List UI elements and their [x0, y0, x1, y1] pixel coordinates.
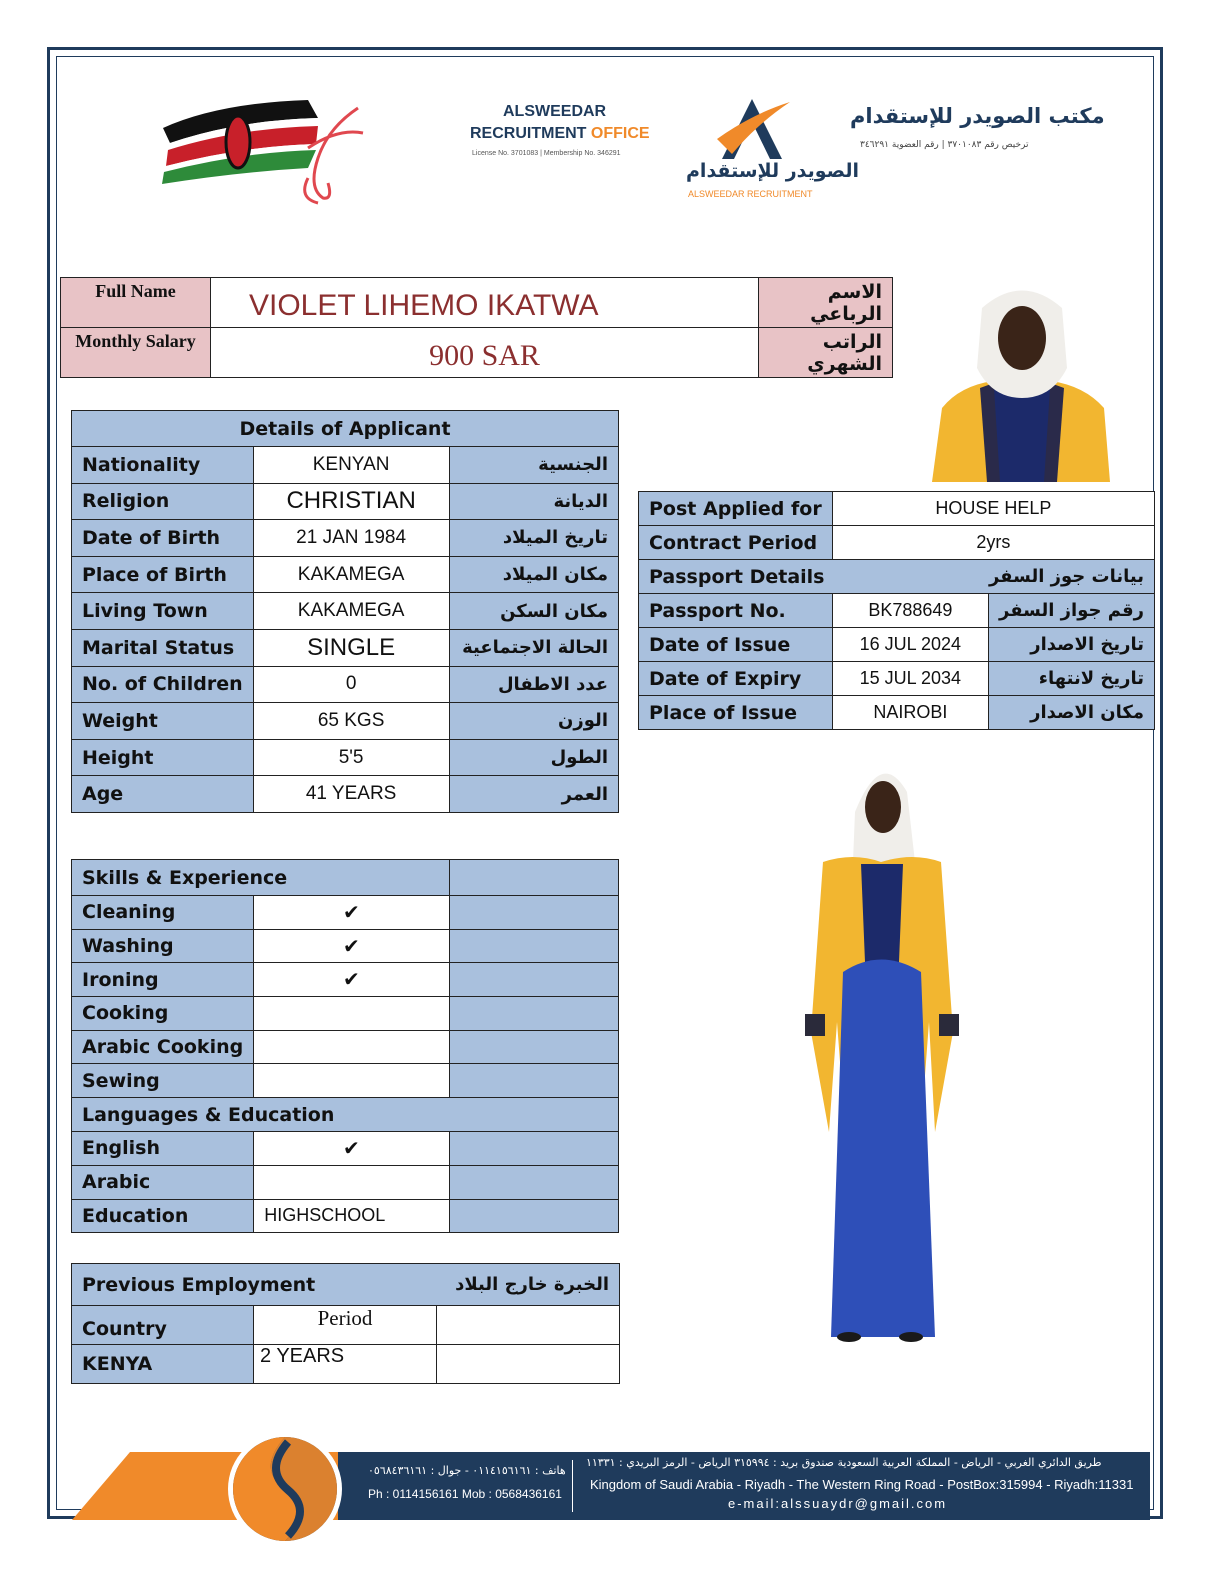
skill-row-blank	[449, 929, 618, 963]
monthly-salary-label: Monthly Salary	[61, 328, 211, 378]
skill-row-label: Cooking	[72, 997, 254, 1031]
monthly-salary-value: 900 SAR	[211, 328, 759, 378]
details-row-value: KENYAN	[253, 447, 449, 484]
language-row-value	[254, 1165, 449, 1199]
alsweedar-office-logo-line1: ALSWEEDAR	[503, 103, 607, 120]
details-row	[72, 593, 619, 630]
contract-period-value: 2yrs	[832, 526, 1154, 560]
passport-row-ar-label: تاريخ لانتهاء	[989, 662, 1155, 696]
logo-right-ar-text: مكتب الصويدر للإستقدام	[850, 104, 1105, 128]
details-row-value: 5'5	[253, 739, 449, 776]
passport-row	[639, 696, 1155, 730]
language-row	[72, 1165, 619, 1199]
skill-row-label: Sewing	[72, 1064, 254, 1098]
skill-row-check: ✔	[254, 929, 449, 963]
language-row-label: English	[72, 1132, 254, 1166]
post-applied-value: HOUSE HELP	[832, 492, 1154, 526]
skills-header-blank	[449, 860, 618, 896]
skill-row	[72, 896, 619, 930]
details-row	[72, 703, 619, 740]
language-row-label: Education	[72, 1199, 254, 1233]
passport-row	[639, 628, 1155, 662]
details-row-value: SINGLE	[253, 629, 449, 666]
contract-period-label: Contract Period	[639, 526, 833, 560]
skill-row-blank	[449, 963, 618, 997]
details-row	[72, 483, 619, 520]
full-name-value: VIOLET LIHEMO IKATWA	[211, 278, 759, 328]
details-row-ar-label: عدد الاطفال	[449, 666, 618, 703]
passport-row-ar-label: تاريخ الاصدار	[989, 628, 1155, 662]
skill-row-blank	[449, 1064, 618, 1098]
skill-row-label: Cleaning	[72, 896, 254, 930]
employment-header	[72, 1264, 620, 1306]
employment-period: 2 YEARS	[254, 1345, 437, 1384]
employment-country: KENYA	[72, 1345, 254, 1384]
full-name-ar-label: الاسم الرباعي	[759, 278, 893, 328]
employment-title: Previous Employment	[82, 1273, 316, 1296]
applicant-full-length-photo	[803, 752, 961, 1344]
language-row-value: HIGHSCHOOL	[254, 1199, 449, 1233]
footer-phone-ar: هاتف : ٠١١٤١٥٦١٦١ - جوال : ٠٥٦٨٤٣٦١٦١	[368, 1464, 566, 1477]
details-row-value: KAKAMEGA	[253, 593, 449, 630]
language-row	[72, 1132, 619, 1166]
passport-row	[639, 662, 1155, 696]
footer-address-ar: طريق الدائري الغربي - الرياض - المملكة العربية السعودية صندوق بريد : ٣١٥٩٩٤ الرياض - الرمز البريدي : ١١٣٣١	[586, 1456, 1102, 1469]
skill-row-label: Washing	[72, 929, 254, 963]
details-row	[72, 520, 619, 557]
skill-row-check	[254, 1064, 449, 1098]
details-row-label: Weight	[72, 703, 254, 740]
details-row-value: 21 JAN 1984	[253, 520, 449, 557]
details-row	[72, 666, 619, 703]
details-row	[72, 556, 619, 593]
alsweedar-license-line: License No. 3701083 | Membership No. 346291	[472, 150, 621, 157]
skill-row-check: ✔	[254, 896, 449, 930]
details-table-title: Details of Applicant	[72, 411, 619, 447]
skill-row-blank	[449, 1030, 618, 1064]
details-row-ar-label: الوزن	[449, 703, 618, 740]
details-row-label: Age	[72, 776, 254, 813]
language-row-blank	[449, 1165, 618, 1199]
full-name-label: Full Name	[61, 278, 211, 328]
skills-table-title: Skills & Experience	[72, 860, 450, 896]
details-row-label: No. of Children	[72, 666, 254, 703]
skill-row	[72, 1064, 619, 1098]
details-row-label: Nationality	[72, 447, 254, 484]
applicant-details-table	[71, 410, 619, 813]
details-row-value: CHRISTIAN	[253, 483, 449, 520]
skill-row	[72, 997, 619, 1031]
skill-row-check: ✔	[254, 963, 449, 997]
employment-row	[72, 1345, 620, 1384]
previous-employment-table	[71, 1263, 620, 1384]
details-row-ar-label: الديانة	[449, 483, 618, 520]
passport-row-ar-label: رقم جواز السفر	[989, 594, 1155, 628]
skill-row-label: Arabic Cooking	[72, 1030, 254, 1064]
footer-circle-logo	[226, 1430, 344, 1548]
employment-blank	[437, 1345, 620, 1384]
employment-blank-header	[437, 1306, 620, 1345]
skill-row-blank	[449, 896, 618, 930]
details-row-label: Date of Birth	[72, 520, 254, 557]
details-row-label: Place of Birth	[72, 556, 254, 593]
alsweedar-a-logo	[712, 94, 792, 164]
kenya-flag-aj-logo	[158, 88, 368, 206]
details-row-ar-label: مكان السكن	[449, 593, 618, 630]
passport-row-value: NAIROBI	[832, 696, 988, 730]
language-row-blank	[449, 1199, 618, 1233]
skills-table	[71, 859, 619, 1233]
details-row-label: Living Town	[72, 593, 254, 630]
alsweedar-center-logo-ar: الصويدر للإستقدام	[686, 160, 860, 182]
details-row-ar-label: مكان الميلاد	[449, 556, 618, 593]
languages-education-title: Languages & Education	[72, 1098, 619, 1132]
passport-row	[639, 594, 1155, 628]
alsweedar-right-logo-ar	[850, 104, 1105, 128]
passport-row-value: BK788649	[832, 594, 988, 628]
skill-row-check	[254, 997, 449, 1031]
employment-period-header: Period	[254, 1306, 437, 1345]
passport-row-label: Passport No.	[639, 594, 833, 628]
details-row-ar-label: الطول	[449, 739, 618, 776]
alsweedar-office-logo-line2	[470, 125, 650, 143]
details-row-value: KAKAMEGA	[253, 556, 449, 593]
details-row	[72, 447, 619, 484]
employment-title-ar: الخبرة خارج البلاد	[455, 1273, 609, 1295]
skill-row	[72, 1030, 619, 1064]
skill-row-blank	[449, 997, 618, 1031]
alsweedar-center-logo-en: ALSWEEDAR RECRUITMENT	[688, 189, 813, 199]
monthly-salary-ar-label: الراتب الشهري	[759, 328, 893, 378]
language-row-label: Arabic	[72, 1165, 254, 1199]
details-row	[72, 776, 619, 813]
details-row-label: Marital Status	[72, 629, 254, 666]
footer-phone-en: Ph : 0114156161 Mob : 0568436161	[368, 1487, 562, 1501]
details-row-label: Religion	[72, 483, 254, 520]
post-applied-label: Post Applied for	[639, 492, 833, 526]
footer-address-en: Kingdom of Saudi Arabia - Riyadh - The Western Ring Road - PostBox:315994 - Riyadh:11331	[590, 1477, 1134, 1492]
passport-row-value: 15 JUL 2034	[832, 662, 988, 696]
passport-details-title: Passport Details	[649, 565, 825, 588]
details-row-ar-label: الحالة الاجتماعية	[449, 629, 618, 666]
skill-row-label: Ironing	[72, 963, 254, 997]
details-row-ar-label: العمر	[449, 776, 618, 813]
details-row	[72, 629, 619, 666]
skill-row	[72, 929, 619, 963]
post-passport-table	[638, 491, 1155, 730]
details-row-label: Height	[72, 739, 254, 776]
details-row-value: 41 YEARS	[253, 776, 449, 813]
passport-row-ar-label: مكان الاصدار	[989, 696, 1155, 730]
applicant-portrait-photo	[932, 278, 1112, 482]
footer-divider	[572, 1460, 573, 1512]
logo-recruitment-word: RECRUITMENT	[470, 125, 587, 142]
name-salary-table	[60, 277, 893, 378]
passport-row-value: 16 JUL 2024	[832, 628, 988, 662]
skill-row-check	[254, 1030, 449, 1064]
employment-country-header: Country	[72, 1306, 254, 1345]
footer-email: e-mail:alssuaydr@gmail.com	[728, 1496, 948, 1511]
alsweedar-right-logo-sub: ترخيص رقم ٣٧٠١٠٨٣ | رقم العضوية ٣٤٦٢٩١	[860, 140, 1029, 150]
details-row-ar-label: الجنسية	[449, 447, 618, 484]
details-row	[72, 739, 619, 776]
passport-details-title-ar: بيانات جوز السفر	[988, 565, 1144, 587]
passport-details-header	[639, 560, 1155, 594]
details-row-value: 0	[253, 666, 449, 703]
language-row	[72, 1199, 619, 1233]
logo-office-word: OFFICE	[590, 125, 650, 142]
passport-row-label: Place of Issue	[639, 696, 833, 730]
language-row-value: ✔	[254, 1132, 449, 1166]
details-row-value: 65 KGS	[253, 703, 449, 740]
passport-row-label: Date of Issue	[639, 628, 833, 662]
details-row-ar-label: تاريخ الميلاد	[449, 520, 618, 557]
passport-row-label: Date of Expiry	[639, 662, 833, 696]
language-row-blank	[449, 1132, 618, 1166]
skill-row	[72, 963, 619, 997]
